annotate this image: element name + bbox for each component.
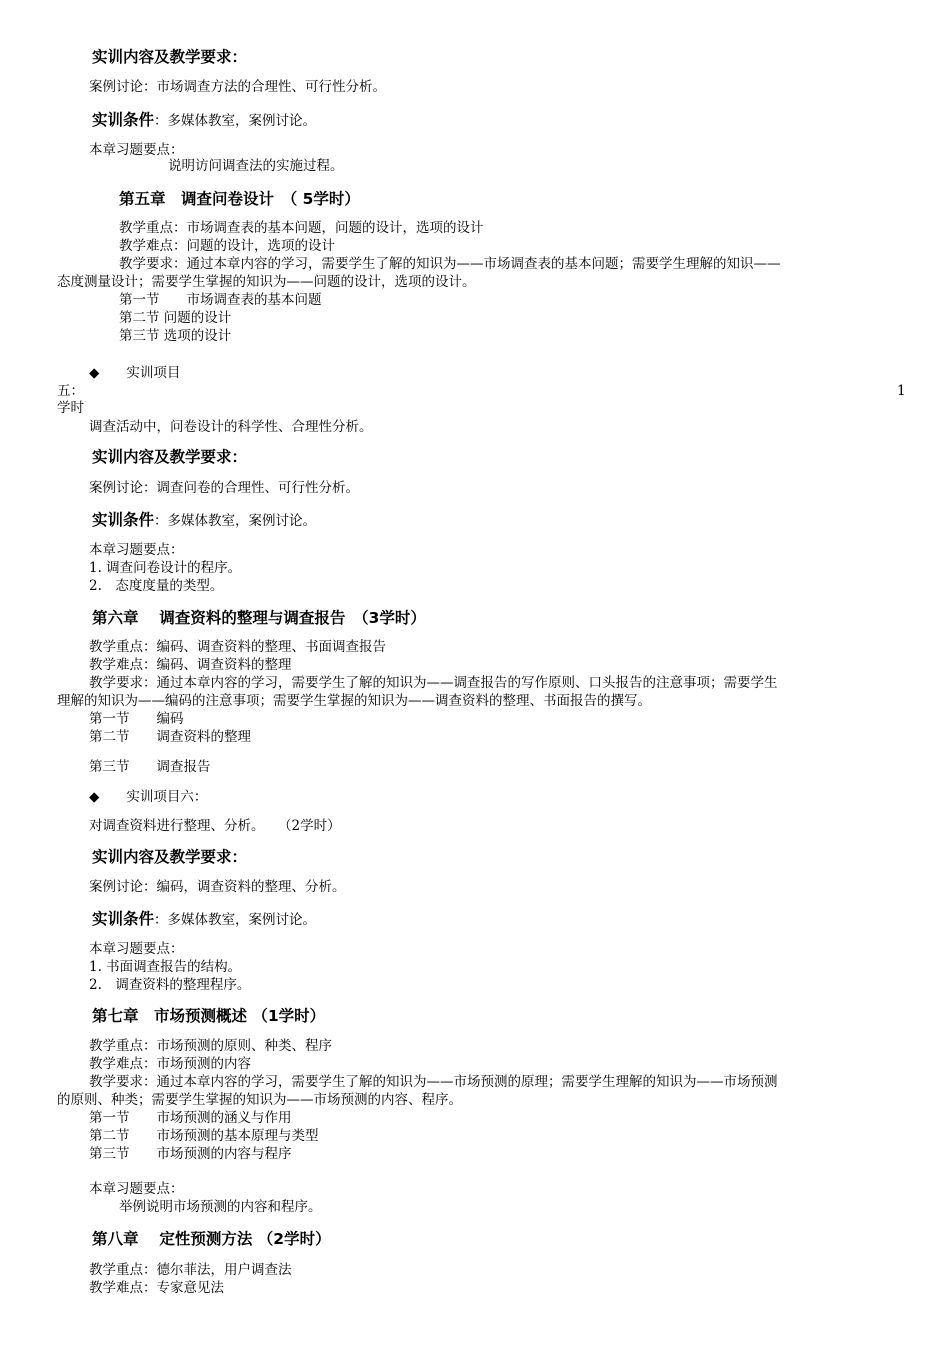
text-line: 第一节 编码 (89, 711, 184, 727)
text-line: ◆ 实训项目六： (89, 789, 208, 805)
text-line: 调查活动中，问卷设计的科学性、合理性分析。 (89, 419, 373, 435)
text-line: 教学难点：市场预测的内容 (89, 1056, 251, 1072)
text-span: ：多媒体教室，案例讨论。 (154, 912, 317, 928)
chapter-heading: 第八章 定性预测方法 （2学时） (92, 1230, 331, 1248)
text-line: 教学要求：通过本章内容的学习，需要学生了解的知识为——调查报告的写作原则、口头报告的注意事项；需要学生 (89, 675, 778, 691)
text-line: 第二节 调查资料的整理 (89, 729, 251, 745)
text-line: 案例讨论：市场调查方法的合理性、可行性分析。 (89, 79, 386, 95)
text-line: 教学难点：问题的设计，选项的设计 (119, 238, 335, 254)
text-line: 1. 调查问卷设计的程序。 (89, 560, 242, 576)
text-line: 案例讨论：调查问卷的合理性、可行性分析。 (89, 480, 359, 496)
text-line: 本章习题要点： (89, 1181, 184, 1197)
text-line: 教学要求：通过本章内容的学习，需要学生了解的知识为——市场调查表的基本问题；需要学生理解的知识—— (119, 256, 781, 272)
text-line: 第三节 市场预测的内容与程序 (89, 1146, 292, 1162)
text-line: 对调查资料进行整理、分析。 （2学时） (89, 818, 341, 834)
text-line: 第三节 选项的设计 (119, 328, 232, 344)
section-heading: 实训内容及教学要求： (92, 848, 248, 866)
text-line (92, 510, 316, 530)
text-line (92, 110, 316, 130)
text-line: 教学重点：编码、调查资料的整理、书面调查报告 (89, 639, 386, 655)
text-line: 1. 书面调查报告的结构。 (89, 959, 242, 975)
text-line: 第二节 市场预测的基本原理与类型 (89, 1128, 319, 1144)
text-span: ：多媒体教室，案例讨论。 (154, 113, 317, 129)
text-line: 学时 (57, 400, 84, 416)
text-line: 教学要求：通过本章内容的学习，需要学生了解的知识为——市场预测的原理；需要学生理解的知识为——市场预测 (89, 1074, 778, 1090)
text-line: 教学重点：市场预测的原则、种类、程序 (89, 1038, 332, 1054)
text-line: 第二节 问题的设计 (119, 310, 232, 326)
text-line: 第三节 调查报告 (89, 759, 211, 775)
section-heading: 实训条件 (92, 111, 155, 129)
section-heading: 实训条件 (92, 511, 155, 529)
chapter-heading: 第七章 市场预测概述 （1学时） (92, 1007, 326, 1025)
text-line: 的原则、种类；需要学生掌握的知识为——市场预测的内容、程序。 (57, 1092, 462, 1108)
text-line: 本章习题要点： (89, 542, 184, 558)
text-line: 举例说明市场预测的内容和程序。 (119, 1199, 322, 1215)
text-line: 理解的知识为——编码的注意事项；需要学生掌握的知识为——调查资料的整理、书面报告的撰写。 (57, 693, 651, 709)
section-heading: 实训条件 (92, 910, 155, 928)
text-line: 教学重点：德尔菲法，用户调查法 (89, 1262, 292, 1278)
text-line: 五： (57, 383, 84, 399)
text-line: 本章习题要点： (89, 941, 184, 957)
text-line: 2. 态度度量的类型。 (89, 578, 224, 594)
chapter-heading: 第六章 调查资料的整理与调查报告 （3学时） (92, 609, 426, 627)
section-heading: 实训内容及教学要求： (92, 448, 248, 466)
text-line: 本章习题要点： (89, 142, 184, 158)
text-line (92, 909, 316, 929)
text-line: ◆ 实训项目 (89, 365, 181, 381)
text-line: 教学难点：专家意见法 (89, 1280, 224, 1296)
text-line: 1 (897, 383, 906, 399)
text-line: 态度测量设计；需要学生掌握的知识为——问题的设计，选项的设计。 (57, 274, 476, 290)
text-line: 案例讨论：编码，调查资料的整理、分析。 (89, 879, 346, 895)
chapter-heading: 第五章 调查问卷设计 （ 5学时） (119, 190, 360, 208)
text-span: ：多媒体教室，案例讨论。 (154, 513, 317, 529)
text-line: 说明访问调查法的实施过程。 (168, 158, 344, 174)
text-line: 教学难点：编码、调查资料的整理 (89, 657, 292, 673)
text-line: 教学重点：市场调查表的基本问题，问题的设计，选项的设计 (119, 220, 484, 236)
text-line: 2. 调查资料的整理程序。 (89, 977, 251, 993)
text-line: 第一节 市场预测的涵义与作用 (89, 1110, 292, 1126)
text-line: 第一节 市场调查表的基本问题 (119, 292, 322, 308)
section-heading: 实训内容及教学要求： (92, 48, 248, 66)
